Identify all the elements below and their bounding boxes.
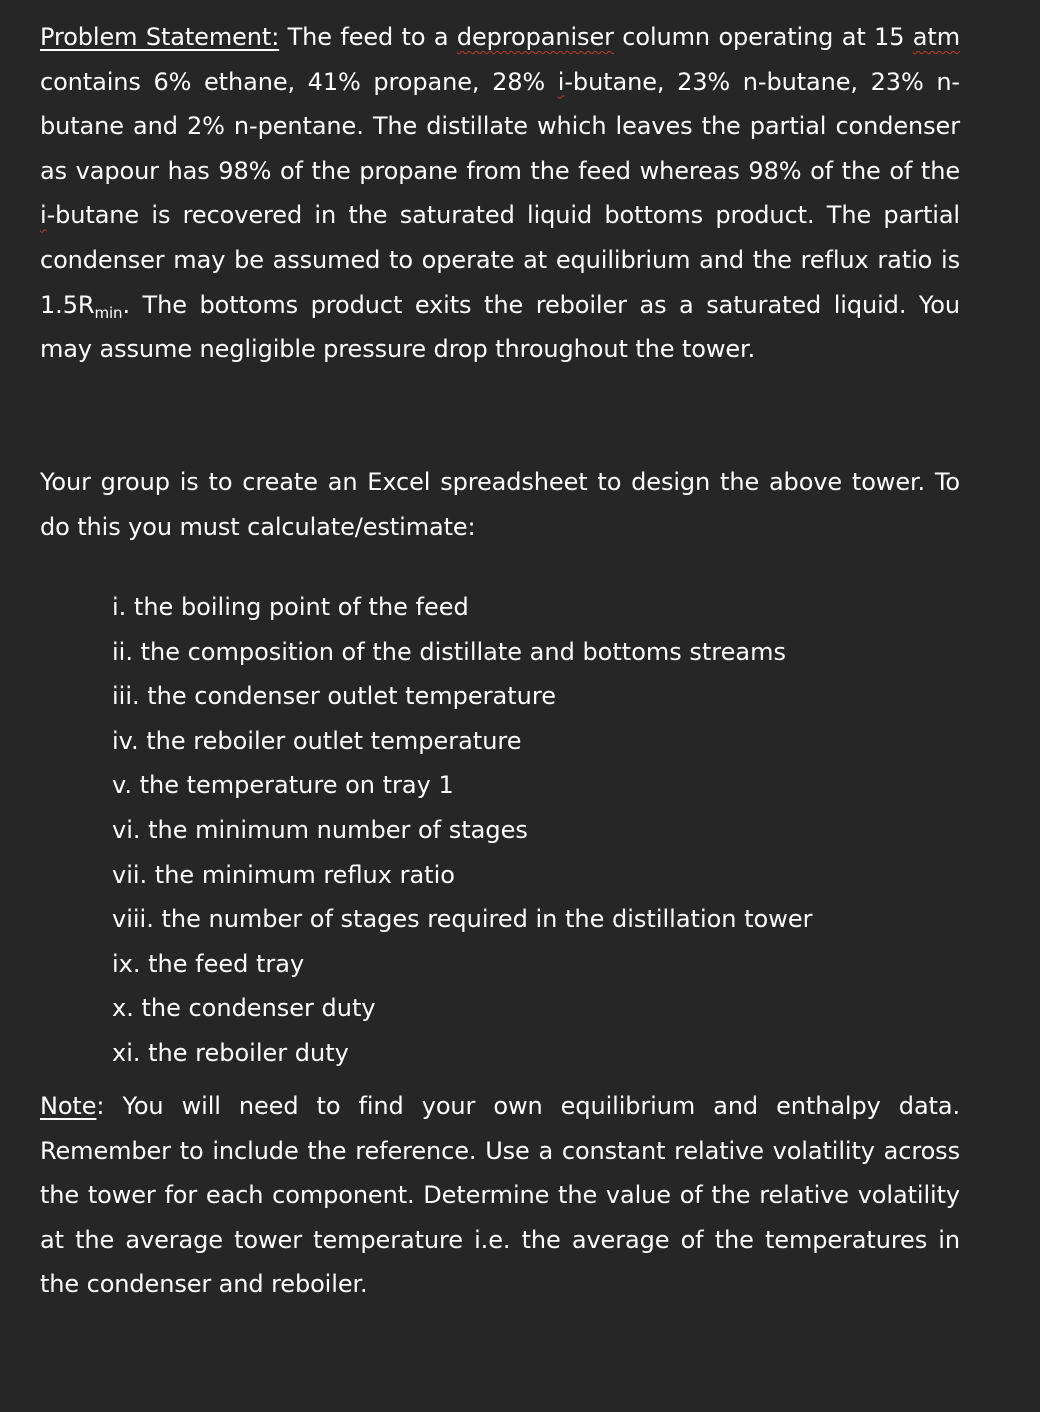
problem-statement-paragraph: [40, 15, 960, 372]
list-item: ix. the feed tray: [112, 949, 305, 978]
problem-text: contains 6% ethane, 41% propane, 28%: [40, 67, 558, 96]
list-item: x. the condenser duty: [112, 994, 376, 1023]
list-item: v. the temperature on tray 1: [112, 771, 454, 800]
problem-text: The feed to a: [279, 23, 457, 51]
list-item: xi. the reboiler duty: [112, 1038, 349, 1067]
problem-text: -butane, 23% n-butane, 23% n-butane and 2% n-pentane. The distillate which leaves the partial condenser as vapour has 98% of the propane from the feed whereas 98% of the of the: [40, 67, 960, 185]
task-intro-paragraph: Your group is to create an Excel spreadsheet to design the above tower. To do this you must calculate/estimate:: [40, 468, 960, 541]
list-item: i. the boiling point of the feed: [112, 593, 469, 621]
spellcheck-word: atm: [912, 23, 960, 51]
spellcheck-word: i: [557, 67, 565, 96]
list-item: ii. the composition of the distillate and bottoms streams: [112, 637, 786, 666]
list-item: vii. the minimum reflux ratio: [112, 860, 455, 889]
task-list: [112, 585, 813, 1076]
problem-text: . The bottoms product exits the reboiler as a saturated liquid. You may assume negligible pressure drop throughout the tower.: [40, 290, 960, 364]
spellcheck-word: depropaniser: [456, 23, 614, 51]
list-item: iii. the condenser outlet temperature: [112, 682, 556, 711]
list-item: iv. the reboiler outlet temperature: [112, 726, 522, 755]
list-item: vi. the minimum number of stages: [112, 815, 528, 844]
spellcheck-word: i: [40, 201, 47, 230]
note-paragraph: [40, 1084, 960, 1307]
subscript-min: min: [94, 303, 123, 322]
note-label: Note: [40, 1092, 97, 1120]
problem-text: column operating at 15: [613, 23, 913, 51]
problem-statement-label: Problem Statement:: [40, 23, 280, 51]
list-item: viii. the number of stages required in the distillation tower: [112, 905, 813, 934]
problem-text: -butane is recovered in the saturated liquid bottoms product. The partial condenser may be assumed to operate at equilibrium and the reflux ratio is 1.5R: [40, 201, 960, 319]
note-text: : You will need to find your own equilibrium and enthalpy data. Remember to include the reference. Use a constant relative volatility across the tower for each component. Determine the value of the relative volatility at the average tower temperature i.e. the average of the temperatures in the condenser and reboiler.: [40, 1092, 960, 1299]
